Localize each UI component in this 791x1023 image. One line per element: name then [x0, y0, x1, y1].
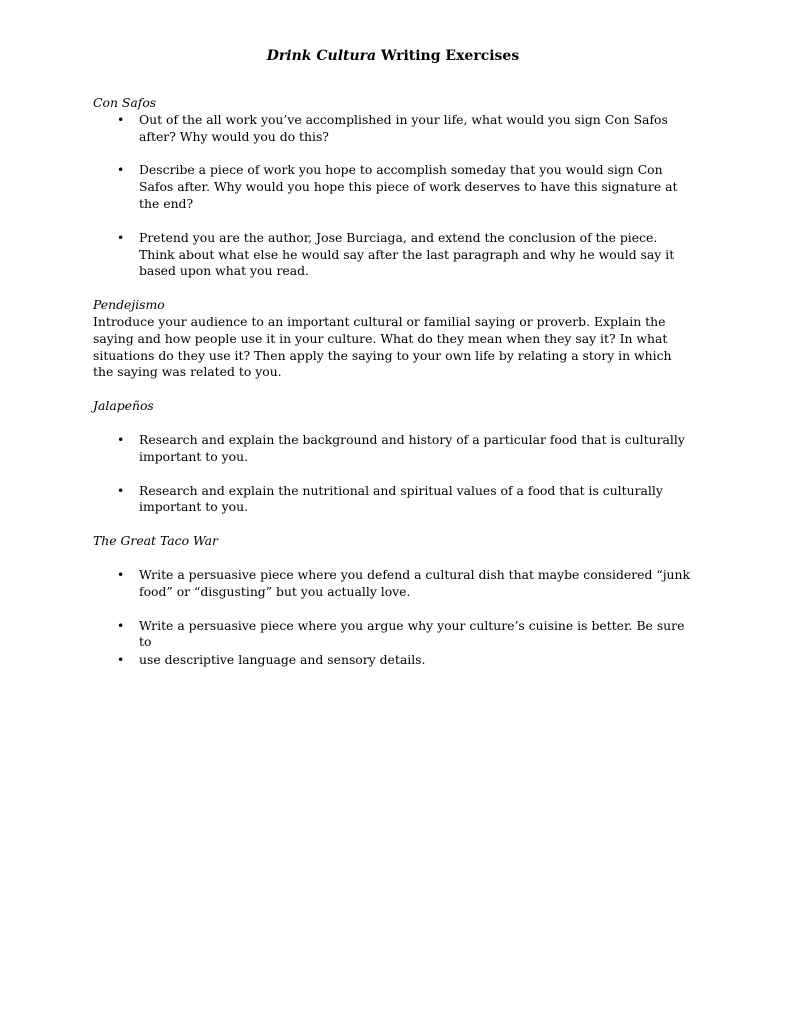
pendejismo-paragraph: Introduce your audience to an important cultural or familial saying or proverb. Explain the saying and how people use it in your culture. What do they mean when they say it? In what situations do they use it? Then apply the saying to your own life by relating a story in which the saying was related to you.	[93, 313, 672, 380]
section-pendejismo	[93, 297, 693, 381]
list-item	[93, 567, 693, 601]
list-item-text: Research and explain the nutritional and spiritual values of a food that is culturally important to you.	[139, 482, 663, 515]
section-heading-jalapenos: Jalapeños	[93, 398, 154, 414]
list-item	[93, 230, 693, 280]
list-item-text: Describe a piece of work you hope to accomplish someday that you would sign Con Safos after. Why would you hope this piece of work deserves to have this signature at the end?	[139, 162, 678, 211]
list-item-text: Write a persuasive piece where you defend a cultural dish that maybe considered “junk food” or “disgusting” but you actually love.	[139, 566, 691, 599]
con-safos-list	[93, 112, 693, 280]
jalapenos-list	[93, 432, 693, 516]
bullet-icon: •	[117, 617, 125, 633]
list-item-text: Out of the all work you’ve accomplished in your life, what would you sign Con Safos after? Why would you do this?	[139, 111, 668, 144]
bullet-icon: •	[117, 431, 125, 447]
bullet-icon: •	[117, 229, 125, 245]
section-heading-con-safos: Con Safos	[93, 95, 157, 110]
bullet-icon: •	[117, 111, 125, 127]
document-title	[93, 47, 693, 65]
section-heading-pendejismo: Pendejismo	[93, 297, 165, 313]
title-rest-part: Writing Exercises	[380, 48, 520, 64]
list-item	[93, 618, 693, 652]
document-page	[93, 47, 693, 686]
list-item-text: Research and explain the background and history of a particular food that is culturally important to you.	[139, 431, 685, 464]
list-item	[93, 483, 693, 517]
list-item	[93, 432, 693, 466]
list-item	[93, 112, 693, 146]
bullet-icon: •	[117, 162, 125, 178]
title-italic-part: Drink Cultura	[266, 48, 377, 64]
list-item	[93, 162, 693, 212]
list-item-text: Write a persuasive piece where you argue why your culture’s cuisine is better. Be sure to	[139, 617, 685, 650]
section-jalapenos	[93, 398, 693, 516]
section-great-taco-war	[93, 533, 693, 669]
list-item	[93, 652, 693, 669]
bullet-icon: •	[117, 652, 125, 668]
great-taco-war-list	[93, 567, 693, 669]
bullet-icon: •	[117, 566, 125, 582]
list-item-text: Pretend you are the author, Jose Burciaga, and extend the conclusion of the piece. Think about what else he would say after the last paragraph and why he would say it based upon what you read.	[139, 229, 675, 279]
list-item-text: use descriptive language and sensory details.	[139, 652, 426, 668]
bullet-icon: •	[117, 482, 125, 498]
section-heading-great-taco-war: The Great Taco War	[93, 533, 218, 549]
section-con-safos	[93, 95, 693, 280]
